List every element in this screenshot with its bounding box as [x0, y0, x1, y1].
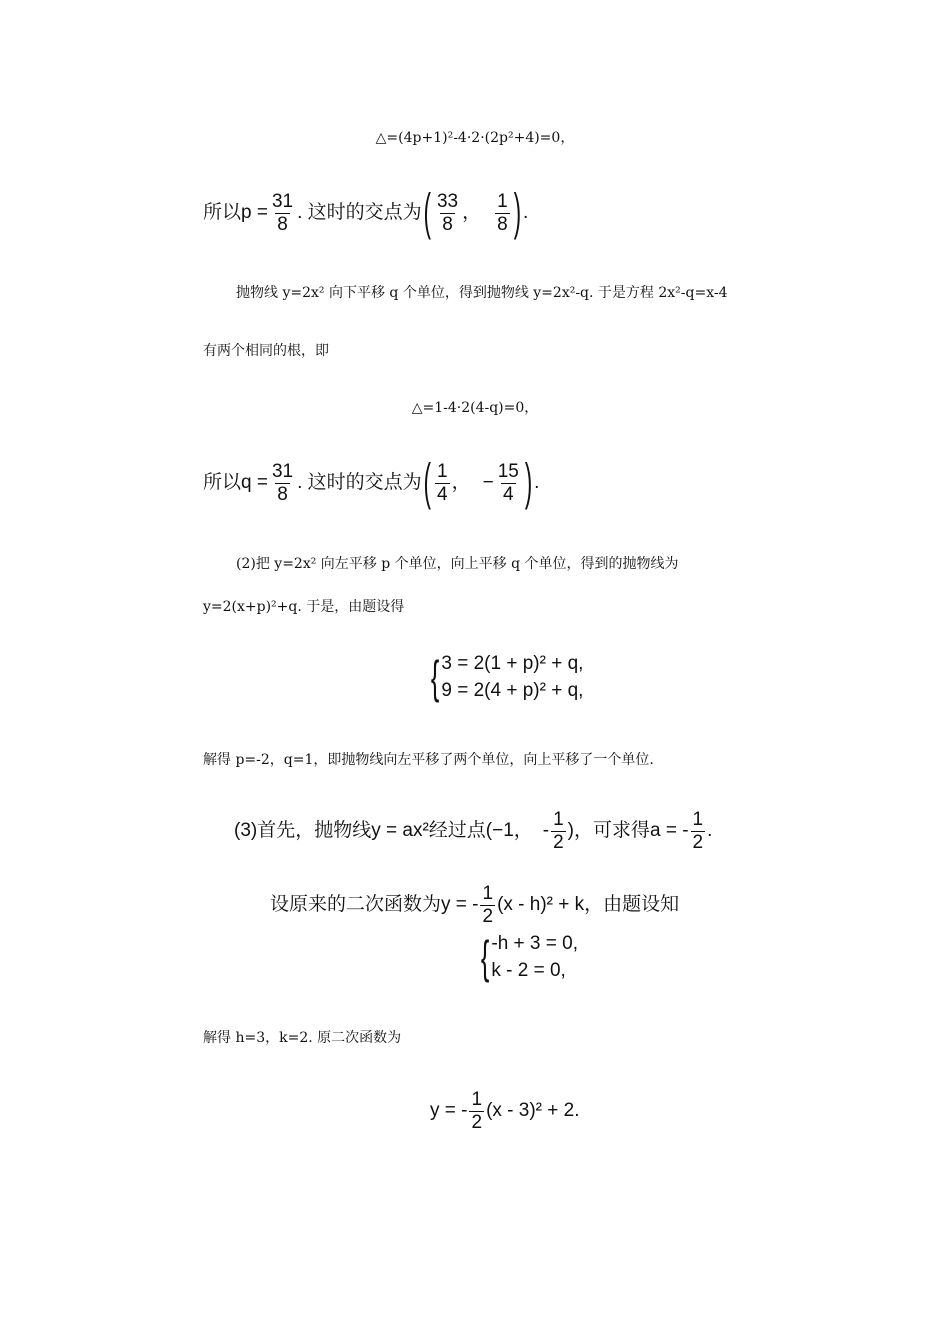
setup-fraction — [480, 883, 495, 928]
system-2-eq2: k - 2 = 0, — [491, 960, 566, 981]
p-fraction — [270, 191, 295, 236]
q-numerator: 31 — [271, 460, 294, 482]
y-denominator: 8 — [497, 213, 508, 235]
part2-intro-cont: y=2(x+p)²+q. 于是，由题设得 — [203, 599, 405, 615]
minus-sign: − — [482, 472, 494, 493]
y2-fraction — [496, 461, 521, 506]
setup-line — [270, 880, 679, 930]
left-paren: ( — [423, 453, 431, 511]
solution-2: 解得 h=3，k=2. 原二次函数为 — [203, 1030, 402, 1046]
system-1-eq2: 9 = 2(4 + p)² + q, — [441, 680, 584, 701]
a-fraction — [691, 809, 706, 854]
final-rhs: (x - 3)² + 2. — [486, 1100, 580, 1121]
paragraph-shift-down: 抛物线 y=2x² 向下平移 q 个单位，得到抛物线 y=2x²-q. 于是方程 2x²-q=x-4 — [236, 285, 728, 301]
p-numerator: 31 — [271, 190, 294, 212]
result-p-prefix: 所以p = — [203, 202, 268, 223]
point-numerator: 1 — [553, 808, 564, 830]
system-2-equations — [491, 930, 578, 984]
left-brace: { — [430, 651, 440, 703]
x-denominator: 8 — [442, 213, 453, 235]
x2-numerator: 1 — [436, 460, 448, 482]
q-denominator: 8 — [277, 483, 288, 505]
setup-text: 设原来的二次函数为y = - — [270, 894, 479, 915]
final-fraction — [469, 1089, 484, 1134]
part2-intro: (2)把 y=2x² 向左平移 p 个单位，向上平移 q 个单位，得到的抛物线为 — [236, 556, 679, 572]
equation-system-2 — [474, 930, 578, 984]
period: . — [534, 472, 540, 493]
y-numerator: 1 — [497, 190, 508, 212]
setup-tail: (x - h)² + k，由题设知 — [497, 894, 680, 915]
y2-denominator: 4 — [502, 483, 514, 505]
final-lhs: y = - — [430, 1100, 468, 1121]
equation-system-1 — [424, 650, 583, 704]
left-paren: ( — [423, 183, 431, 241]
x2-denominator: 4 — [436, 483, 448, 505]
right-paren: ) — [513, 183, 522, 241]
x-fraction — [435, 191, 460, 236]
comma: ， — [451, 472, 471, 493]
point-denominator: 2 — [553, 831, 564, 853]
final-denominator: 2 — [471, 1111, 483, 1133]
final-function — [430, 1086, 580, 1136]
result-q-mid: . 这时的交点为 — [297, 472, 422, 493]
point-minus: - — [542, 820, 550, 841]
part3-mid: )，可求得a = - — [567, 820, 689, 841]
result-q-prefix: 所以q = — [203, 472, 268, 493]
part3-text: (3)首先，抛物线y = ax²经过点(−1， — [234, 820, 533, 841]
result-p-mid: . 这时的交点为 — [297, 202, 422, 223]
right-paren: ) — [524, 453, 533, 511]
discriminant-equation-2: △=1-4·2(4-q)=0， — [411, 400, 539, 416]
result-p-line — [203, 183, 529, 241]
discriminant-equation-1: △=(4p+1)²-4·2·(2p²+4)=0， — [375, 130, 575, 146]
part3-line — [234, 806, 712, 856]
x2-fraction — [435, 461, 450, 506]
period: . — [707, 820, 713, 841]
y-fraction — [495, 191, 510, 236]
system-1-eq1: 3 = 2(1 + p)² + q, — [441, 653, 584, 674]
y2-numerator: 15 — [497, 460, 519, 482]
result-q-line — [203, 453, 540, 511]
point-fraction — [551, 809, 566, 854]
x-numerator: 33 — [436, 190, 459, 212]
comma: ， — [462, 202, 482, 223]
period: . — [523, 202, 529, 223]
setup-numerator: 1 — [482, 882, 494, 904]
paragraph-shift-down-cont: 有两个相同的根，即 — [203, 343, 329, 359]
setup-denominator: 2 — [482, 905, 494, 927]
p-denominator: 8 — [277, 213, 288, 235]
system-1-equations — [441, 650, 583, 704]
a-numerator: 1 — [692, 808, 704, 830]
solution-1: 解得 p=-2，q=1，即抛物线向左平移了两个单位，向上平移了一个单位. — [203, 752, 654, 768]
system-2-eq1: -h + 3 = 0, — [491, 933, 578, 954]
final-numerator: 1 — [471, 1088, 483, 1110]
q-fraction — [270, 461, 295, 506]
a-denominator: 2 — [692, 831, 704, 853]
left-brace: { — [480, 931, 490, 983]
